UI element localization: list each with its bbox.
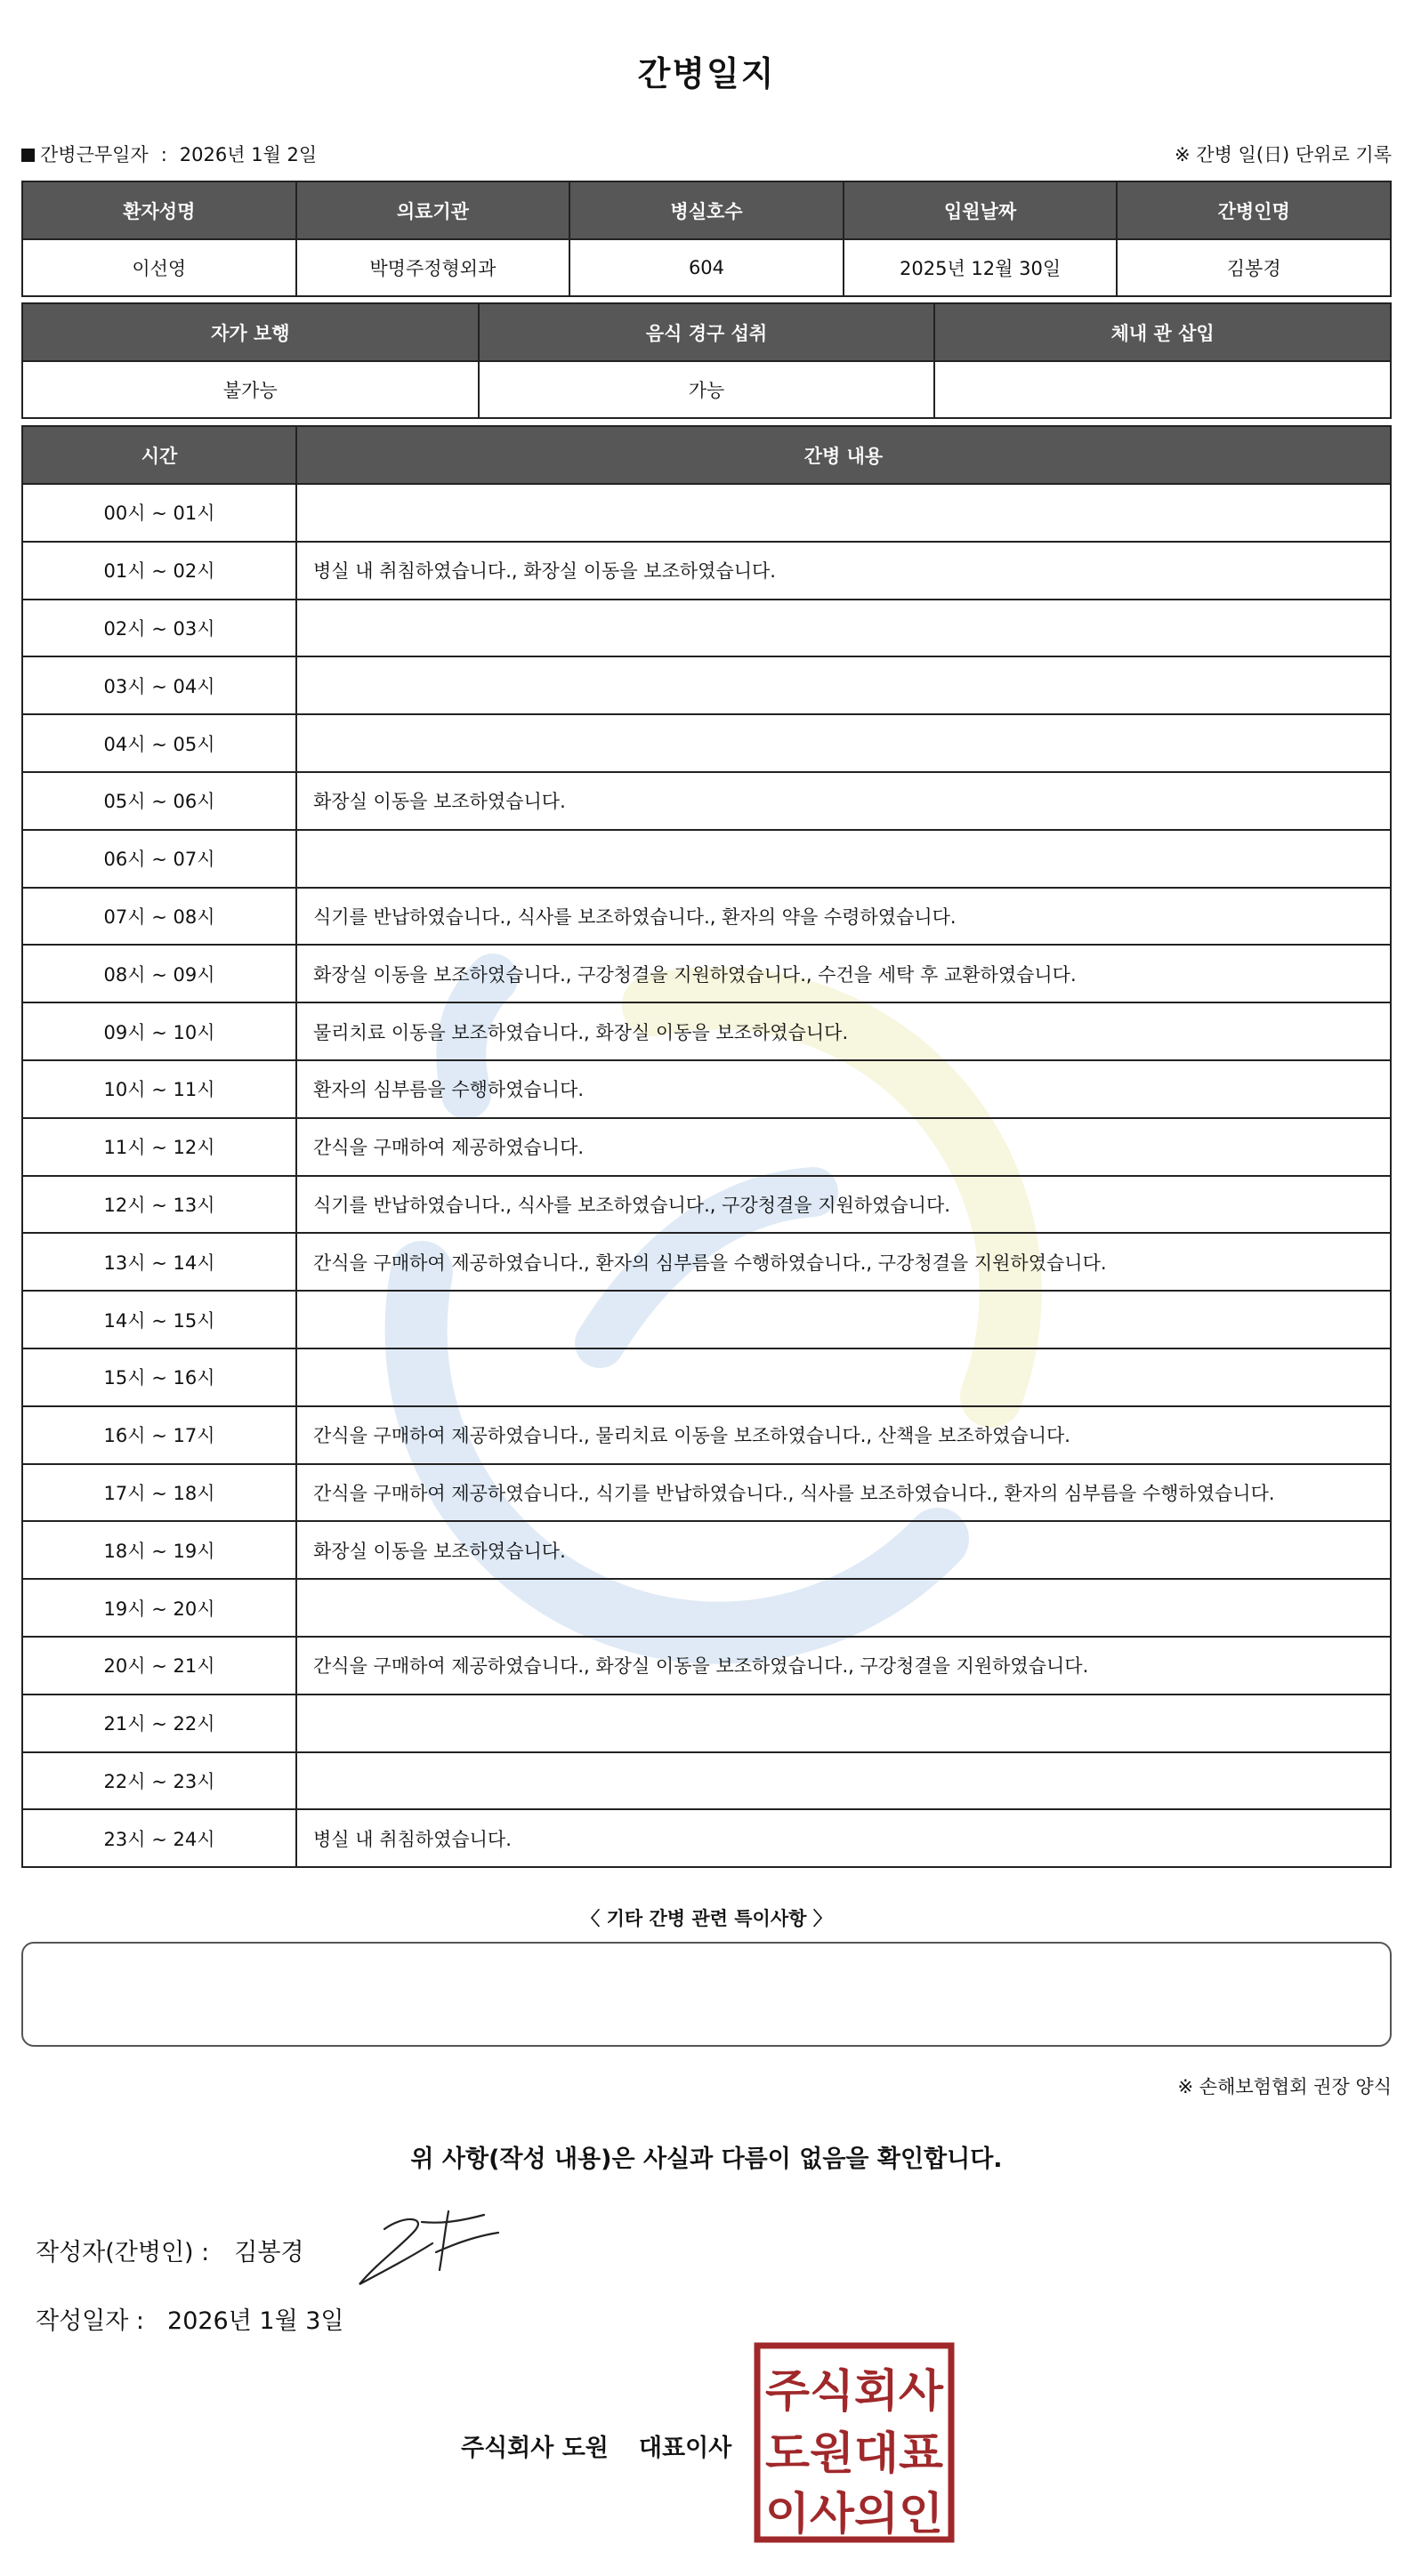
form-note: ※ 손해보험협회 권장 양식	[1177, 2076, 1392, 2097]
time-cell: 02시 ~ 03시	[22, 600, 296, 657]
care-log-row	[22, 1579, 1391, 1637]
care-log-header-row	[22, 426, 1391, 484]
time-cell: 20시 ~ 21시	[22, 1637, 296, 1695]
care-content-cell: 간식을 구매하여 제공하였습니다., 화장실 이동을 보조하였습니다., 구강청결을 지원하였습니다.	[296, 1637, 1391, 1695]
care-log-row	[22, 656, 1391, 714]
written-date-value: 2026년 1월 3일	[167, 2307, 344, 2335]
room-number-header: 병실호수	[569, 181, 844, 239]
time-cell: 15시 ~ 16시	[22, 1348, 296, 1406]
caregiver-name-value: 김봉경	[1117, 239, 1391, 296]
patient-name-header: 환자성명	[22, 181, 296, 239]
patient-status-header-row	[22, 303, 1391, 361]
writer-line	[36, 2233, 304, 2267]
care-content-cell: 화장실 이동을 보조하였습니다.	[296, 772, 1391, 830]
care-log-row	[22, 1176, 1391, 1234]
company-name: 주식회사 도원	[461, 2435, 609, 2462]
body-tube-header: 체내 관 삽입	[934, 303, 1391, 361]
care-log-row	[22, 1521, 1391, 1579]
notes-box	[21, 1942, 1392, 2047]
care-content-cell: 병실 내 취침하였습니다.	[296, 1809, 1391, 1867]
patient-info-table	[21, 181, 1392, 297]
written-date-label: 작성일자 :	[36, 2307, 145, 2335]
care-content-cell: 간식을 구매하여 제공하였습니다., 물리치료 이동을 보조하였습니다., 산책을 보조하였습니다.	[296, 1406, 1391, 1464]
time-cell: 21시 ~ 22시	[22, 1695, 296, 1752]
patient-status-table	[21, 302, 1392, 419]
seal-line-2: 도원대표	[765, 2427, 944, 2479]
company-seal-icon	[754, 2342, 955, 2543]
care-content-cell	[296, 830, 1391, 888]
care-content-cell	[296, 484, 1391, 542]
care-content-cell: 화장실 이동을 보조하였습니다.	[296, 1521, 1391, 1579]
patient-info-header-row	[22, 181, 1391, 239]
writer-name: 김봉경	[234, 2239, 304, 2266]
time-cell: 09시 ~ 10시	[22, 1002, 296, 1060]
time-cell: 18시 ~ 19시	[22, 1521, 296, 1579]
care-content-cell	[296, 1752, 1391, 1810]
care-content-cell: 간식을 구매하여 제공하였습니다., 식기를 반납하였습니다., 식사를 보조하였습니다., 환자의 심부름을 수행하였습니다.	[296, 1464, 1391, 1522]
care-log-row	[22, 1809, 1391, 1867]
care-log-row	[22, 1348, 1391, 1406]
care-log-row	[22, 1118, 1391, 1176]
care-log-row	[22, 1406, 1391, 1464]
care-content-header: 간병 내용	[296, 426, 1391, 484]
care-content-cell	[296, 600, 1391, 657]
time-cell: 08시 ~ 09시	[22, 945, 296, 1002]
care-content-cell: 병실 내 취침하였습니다., 화장실 이동을 보조하였습니다.	[296, 542, 1391, 600]
patient-name-value: 이선영	[22, 239, 296, 296]
writer-label: 작성자(간병인) :	[36, 2239, 210, 2266]
care-log-row	[22, 945, 1391, 1002]
time-cell: 11시 ~ 12시	[22, 1118, 296, 1176]
care-content-cell: 환자의 심부름을 수행하였습니다.	[296, 1060, 1391, 1118]
seal-line-3: 이사의인	[765, 2488, 943, 2540]
work-date-label: 간병근무일자	[40, 144, 149, 165]
admission-date-value: 2025년 12월 30일	[844, 239, 1118, 296]
care-log-row	[22, 1464, 1391, 1522]
care-log-row	[22, 542, 1391, 600]
care-content-cell	[296, 1579, 1391, 1637]
care-log-row	[22, 772, 1391, 830]
work-date	[21, 141, 317, 167]
care-log-row	[22, 1637, 1391, 1695]
time-cell: 04시 ~ 05시	[22, 714, 296, 772]
work-date-separator: :	[160, 144, 167, 165]
hospital-value: 박명주정형외과	[296, 239, 570, 296]
seal-line-1: 주식회사	[765, 2365, 944, 2417]
patient-info-value-row	[22, 239, 1391, 296]
time-cell: 12시 ~ 13시	[22, 1176, 296, 1234]
care-content-cell	[296, 1695, 1391, 1752]
care-content-cell: 간식을 구매하여 제공하였습니다., 환자의 심부름을 수행하였습니다., 구강청결을 지원하였습니다.	[296, 1233, 1391, 1291]
care-content-cell: 식기를 반납하였습니다., 식사를 보조하였습니다., 구강청결을 지원하였습니다.	[296, 1176, 1391, 1234]
ceo-title: 대표이사	[638, 2435, 732, 2462]
signature-icon	[351, 2204, 502, 2290]
notes-heading: 〈 기타 간병 관련 특이사항 〉	[581, 1908, 832, 1929]
self-walking-header: 자가 보행	[22, 303, 479, 361]
self-walking-value: 불가능	[22, 361, 479, 418]
time-cell: 10시 ~ 11시	[22, 1060, 296, 1118]
care-log-row	[22, 484, 1391, 542]
record-unit-note: ※ 간병 일(日) 단위로 기록	[1175, 144, 1392, 165]
caregiver-name-header: 간병인명	[1117, 181, 1391, 239]
time-cell: 01시 ~ 02시	[22, 542, 296, 600]
care-log-table	[21, 425, 1392, 1868]
care-log-row	[22, 714, 1391, 772]
care-log-page	[21, 0, 1392, 2576]
time-cell: 16시 ~ 17시	[22, 1406, 296, 1464]
time-header: 시간	[22, 426, 296, 484]
time-cell: 00시 ~ 01시	[22, 484, 296, 542]
room-number-value: 604	[569, 239, 844, 296]
care-log-row	[22, 1695, 1391, 1752]
work-date-value: 2026년 1월 2일	[179, 144, 318, 165]
body-tube-value	[934, 361, 1391, 418]
care-content-cell	[296, 714, 1391, 772]
patient-status-value-row	[22, 361, 1391, 418]
time-cell: 06시 ~ 07시	[22, 830, 296, 888]
time-cell: 19시 ~ 20시	[22, 1579, 296, 1637]
hospital-header: 의료기관	[296, 181, 570, 239]
care-log-row	[22, 1752, 1391, 1810]
care-content-cell	[296, 1348, 1391, 1406]
care-content-cell: 화장실 이동을 보조하였습니다., 구강청결을 지원하였습니다., 수건을 세탁 후 교환하였습니다.	[296, 945, 1391, 1002]
oral-intake-value: 가능	[479, 361, 935, 418]
confirmation-statement: 위 사항(작성 내용)은 사실과 다름이 없음을 확인합니다.	[410, 2145, 1003, 2173]
care-content-cell: 물리치료 이동을 보조하였습니다., 화장실 이동을 보조하였습니다.	[296, 1002, 1391, 1060]
time-cell: 13시 ~ 14시	[22, 1233, 296, 1291]
care-content-cell	[296, 1291, 1391, 1348]
time-cell: 23시 ~ 24시	[22, 1809, 296, 1867]
care-log-row	[22, 600, 1391, 657]
time-cell: 07시 ~ 08시	[22, 888, 296, 946]
care-log-row	[22, 830, 1391, 888]
document-title: 간병일지	[637, 54, 776, 93]
square-bullet-icon	[21, 149, 35, 162]
care-content-cell: 식기를 반납하였습니다., 식사를 보조하였습니다., 환자의 약을 수령하였습니다.	[296, 888, 1391, 946]
care-content-cell	[296, 656, 1391, 714]
time-cell: 22시 ~ 23시	[22, 1752, 296, 1810]
care-log-body	[22, 484, 1391, 1867]
care-log-row	[22, 1002, 1391, 1060]
care-log-row	[22, 1291, 1391, 1348]
time-cell: 14시 ~ 15시	[22, 1291, 296, 1348]
oral-intake-header: 음식 경구 섭취	[479, 303, 935, 361]
time-cell: 05시 ~ 06시	[22, 772, 296, 830]
care-log-row	[22, 888, 1391, 946]
care-content-cell: 간식을 구매하여 제공하였습니다.	[296, 1118, 1391, 1176]
time-cell: 03시 ~ 04시	[22, 656, 296, 714]
company-line	[461, 2428, 731, 2463]
time-cell: 17시 ~ 18시	[22, 1464, 296, 1522]
written-date-line	[36, 2301, 344, 2336]
care-log-row	[22, 1060, 1391, 1118]
admission-date-header: 입원날짜	[844, 181, 1118, 239]
care-log-row	[22, 1233, 1391, 1291]
